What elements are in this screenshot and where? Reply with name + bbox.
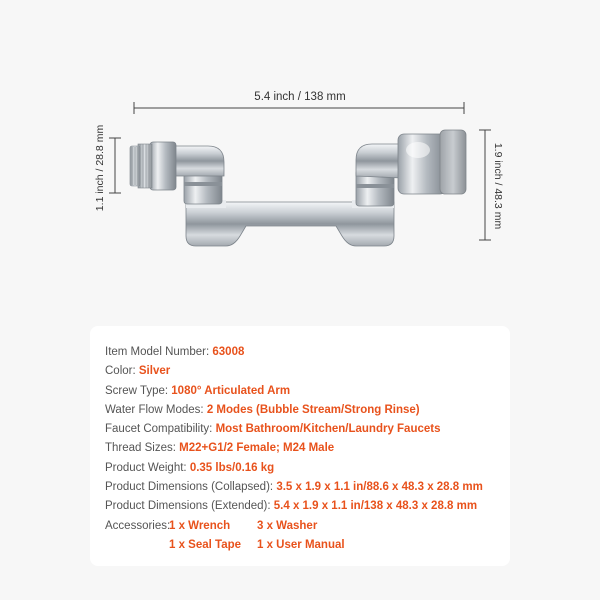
accessory-item: 1 x Seal Tape (169, 538, 242, 551)
left-height-dimension-line (109, 138, 121, 193)
spec-value: 0.35 lbs/0.16 kg (189, 461, 275, 474)
spec-label: Water Flow Modes: (105, 403, 204, 416)
spec-row (105, 401, 505, 420)
spec-label: Screw Type: (105, 384, 169, 397)
width-dimension-line (134, 102, 464, 114)
left-threaded-connector (130, 142, 176, 190)
accessories-label: Accessories: (105, 519, 171, 532)
spec-value: 3.5 x 1.9 x 1.1 in/88.6 x 48.3 x 28.8 mm (276, 481, 483, 494)
spec-row (105, 478, 505, 497)
spec-label: Item Model Number: (105, 346, 210, 358)
spec-row (105, 362, 505, 381)
spec-row (105, 497, 505, 516)
spec-value: M22+G1/2 Female; M24 Male (179, 442, 335, 455)
accessory-item: 1 x User Manual (257, 538, 345, 551)
spec-label: Product Weight: (105, 461, 187, 474)
spec-row (105, 459, 505, 478)
spec-label: Faucet Compatibility: (105, 423, 213, 436)
spec-label: Product Dimensions (Collapsed): (105, 481, 274, 494)
extender-arm (186, 200, 394, 246)
spec-value: 1080° Articulated Arm (171, 384, 291, 397)
spec-row (105, 382, 505, 401)
accessory-item: 3 x Washer (257, 519, 318, 532)
spec-value: 63008 (212, 346, 245, 358)
spec-value: 2 Modes (Bubble Stream/Strong Rinse) (206, 403, 420, 416)
spec-list (105, 343, 505, 555)
spec-row (105, 420, 505, 439)
spec-label: Product Dimensions (Extended): (105, 500, 271, 513)
left-height-text: 1.1 inch / 28.8 mm (94, 124, 106, 212)
left-height-dimension-label (93, 118, 107, 218)
spec-row (105, 343, 505, 362)
right-height-dimension-label (491, 128, 505, 244)
spec-value: Silver (138, 365, 171, 378)
spec-label: Color: (105, 365, 136, 378)
right-swivel-joint (356, 144, 402, 206)
left-swivel-joint (172, 146, 224, 204)
accessory-item: 1 x Wrench (169, 519, 231, 532)
right-height-dimension-line (479, 130, 491, 240)
width-dimension-label: 5.4 inch / 138 mm (254, 91, 346, 103)
accessories-row (105, 517, 505, 556)
spec-row (105, 439, 505, 458)
spec-label: Thread Sizes: (105, 442, 176, 455)
spec-value: 5.4 x 1.9 x 1.1 in/138 x 48.3 x 28.8 mm (273, 500, 478, 513)
aerator-head (398, 130, 466, 194)
spec-value: Most Bathroom/Kitchen/Laundry Faucets (215, 423, 441, 436)
right-height-text: 1.9 inch / 48.3 mm (492, 142, 504, 230)
